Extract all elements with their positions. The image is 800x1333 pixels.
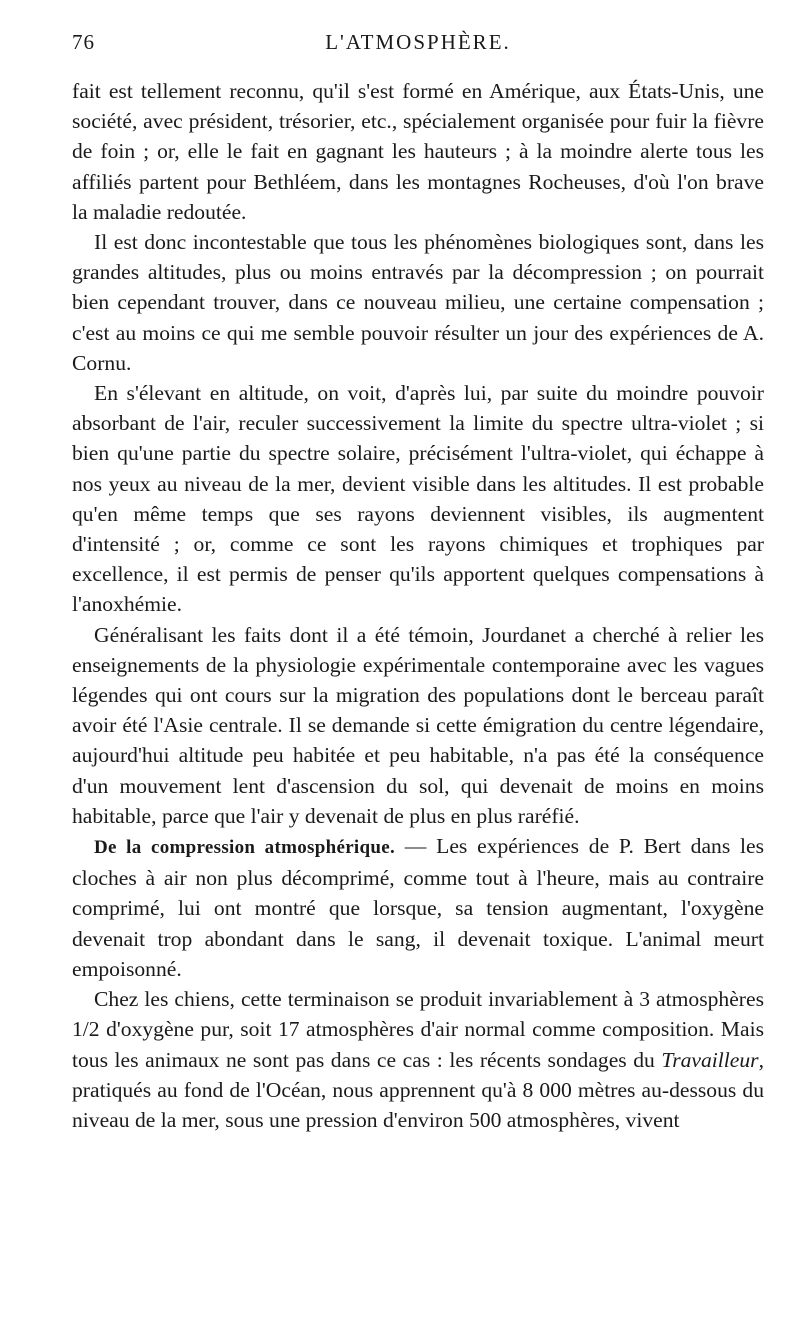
- paragraph-5-text: — Les expériences de P. Bert dans les cloches à air non plus décomprimé, comme tout à l'heure, mais au contraire comprimé, lui ont montré que lorsque, sa tension augmentant, l'oxygène devenait trop abondant dans le sang, il devenait toxique. L'animal meurt empoisonné.: [72, 834, 764, 981]
- book-page: [72, 22, 764, 1135]
- ship-name-italic: Travailleur: [661, 1047, 759, 1072]
- body-text: [72, 76, 764, 1135]
- paragraph-1: fait est tellement reconnu, qu'il s'est formé en Amérique, aux États-Unis, une société, avec président, trésorier, etc., spécialement organisée pour fuir la fièvre de foin ; or, elle le fait en gagnant les hauteurs ; à la moindre alerte tous les affiliés partent pour Bethléem, dans les montagnes Rocheuses, d'où l'on brave la maladie redoutée.: [72, 79, 764, 224]
- paragraph-6: [72, 984, 764, 1135]
- paragraph-6-text-end: , pratiqués au fond de l'Océan, nous apprennent qu'à 8 000 mètres au-dessous du niveau de la mer, sous une pression d'environ 500 atmosphères, vivent: [72, 1047, 764, 1132]
- running-header: [72, 22, 764, 56]
- paragraph-4: Généralisant les faits dont il a été témoin, Jourdanet a cherché à relier les enseignements de la physiologie expérimentale contemporaine avec les vagues légendes qui ont cours sur la migration des populations dont le berceau paraît avoir été l'Asie centrale. Il se demande si cette émigration du centre légendaire, aujourd'hui altitude peu habitée et peu habitable, n'a pas été la conséquence d'un mouvement lent d'ascension du sol, qui devenait de moins en moins habitable, parce que l'air y devenait de plus en plus raréfié.: [72, 622, 764, 828]
- section-heading: De la compression atmosphérique.: [94, 837, 396, 859]
- paragraph-6-text-start: Chez les chiens, cette terminaison se produit invariablement à 3 atmosphères 1/2 d'oxygène pur, soit 17 atmosphères d'air normal comme composition. Mais tous les animaux ne sont pas dans ce cas : les récents sondages du: [72, 987, 764, 1072]
- paragraph-3: En s'élevant en altitude, on voit, d'après lui, par suite du moindre pouvoir absorbant de l'air, reculer successivement la limite du spectre ultra-violet ; si bien qu'une partie du spectre solaire, précisément l'ultra-violet, qui échappe à nos yeux au niveau de la mer, devient visible dans les altitudes. Il est probable qu'en même temps que ses rayons deviennent visibles, ils augmentent d'intensité ; or, comme ce sont les rayons chimiques et trophiques par excellence, il est permis de penser qu'ils apportent quelques compensations à l'anoxhémie.: [72, 381, 764, 617]
- page-number: 76: [72, 30, 95, 54]
- paragraph-2: Il est donc incontestable que tous les phénomènes biologiques sont, dans les grandes altitudes, plus ou moins entravés par la décompression ; on pourrait bien cependant trouver, dans ce nouveau milieu, une certaine compensation ; c'est au moins ce qui me semble pouvoir résulter un jour des expériences de A. Cornu.: [72, 230, 764, 375]
- running-title: L'ATMOSPHÈRE.: [325, 30, 511, 54]
- paragraph-5: [72, 831, 764, 984]
